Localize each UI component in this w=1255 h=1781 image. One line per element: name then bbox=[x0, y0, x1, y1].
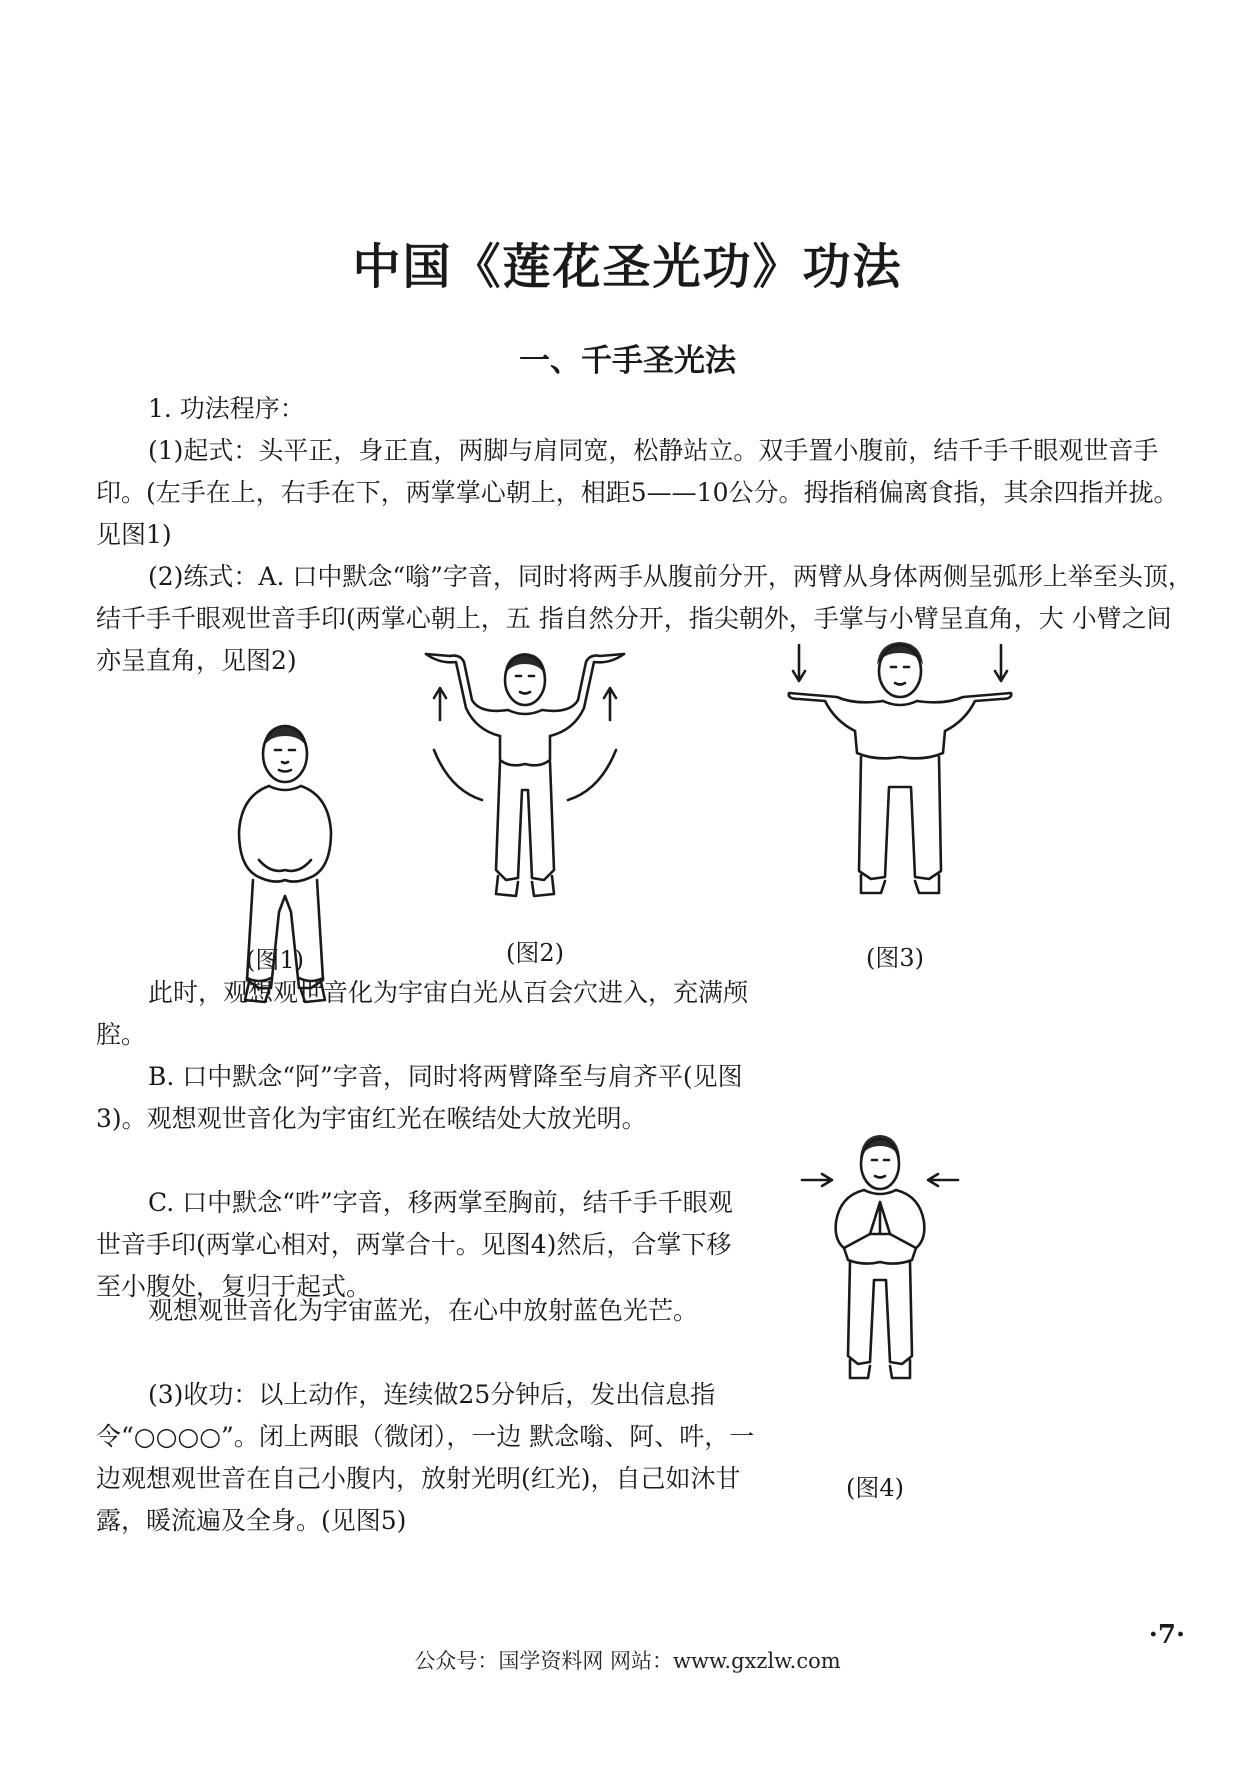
section-heading: 一、千手圣光法 bbox=[519, 343, 736, 379]
figure-3-caption: (图3) bbox=[866, 944, 924, 972]
figure-2-caption: (图2) bbox=[506, 939, 564, 967]
paragraph-start-form: (1)起式：头平正，身正直，两脚与肩同宽，松静站立。双手置小腹前，结千手千眼观世音手印。(左手在上，右手在下，两掌掌心朝上，相距5——10公分。拇指稍偏离食指，其余四指并拢。见图1) bbox=[96, 436, 1179, 549]
figure-1-caption: (图1) bbox=[246, 946, 304, 974]
paragraph-procedure: 1. 功法程序： bbox=[148, 394, 305, 423]
paragraph-practice-c: C. 口中默念“吽”字音，移两掌至胸前，结千手千眼观世音手印(两掌心相对，两掌合十。见图4)然后，合掌下移至小腹处，复归于起式。 bbox=[96, 1188, 733, 1301]
paragraph-practice-b: B. 口中默念“阿”字音，同时将两臂降至与肩齐平(见图3)。观想观世音化为宇宙红光在喉结处大放光明。 bbox=[96, 1062, 743, 1133]
standing-figure-arms-raised-icon bbox=[420, 640, 630, 920]
paragraph-closing: (3)收功：以上动作，连续做25分钟后，发出信息指令“○○○○”。闭上两眼（微闭），一边 默念嗡、阿、吽，一边观想观世音在自己小腹内，放射光明(红光)，自己如沐甘露，暖流遍及全身。(见图5) bbox=[96, 1380, 755, 1535]
figure-4-illustration bbox=[800, 1130, 960, 1390]
page-number: ·7· bbox=[1148, 1620, 1185, 1650]
paragraph-practice-a: (2)练式：A. 口中默念“嗡”字音，同时将两手从腹前分开，两臂从身体两侧呈弧形上举至头顶，结千手千眼观世音手印(两掌心朝上，五 指自然分开，指尖朝外，手掌与小臂呈直角，大 小臂之间亦呈直角，见图2) bbox=[96, 562, 1193, 675]
paragraph-visualize-white: 此时，观想观世音化为宇宙白光从百会穴进入，充满颅腔。 bbox=[96, 978, 749, 1049]
page-title: 中国《莲花圣光功》功法 bbox=[352, 239, 903, 295]
standing-figure-palms-together-icon bbox=[800, 1130, 960, 1390]
footer-watermark: 公众号：国学资料网 网站：www.gxzlw.com bbox=[414, 1649, 841, 1673]
standing-figure-arms-at-shoulder-icon bbox=[785, 635, 1015, 895]
paragraph-visualize-blue: 观想观世音化为宇宙蓝光，在心中放射蓝色光芒。 bbox=[148, 1296, 699, 1325]
figure-4-caption: (图4) bbox=[846, 1474, 904, 1502]
figure-3-illustration bbox=[785, 635, 1015, 895]
figure-2-illustration bbox=[420, 640, 630, 920]
